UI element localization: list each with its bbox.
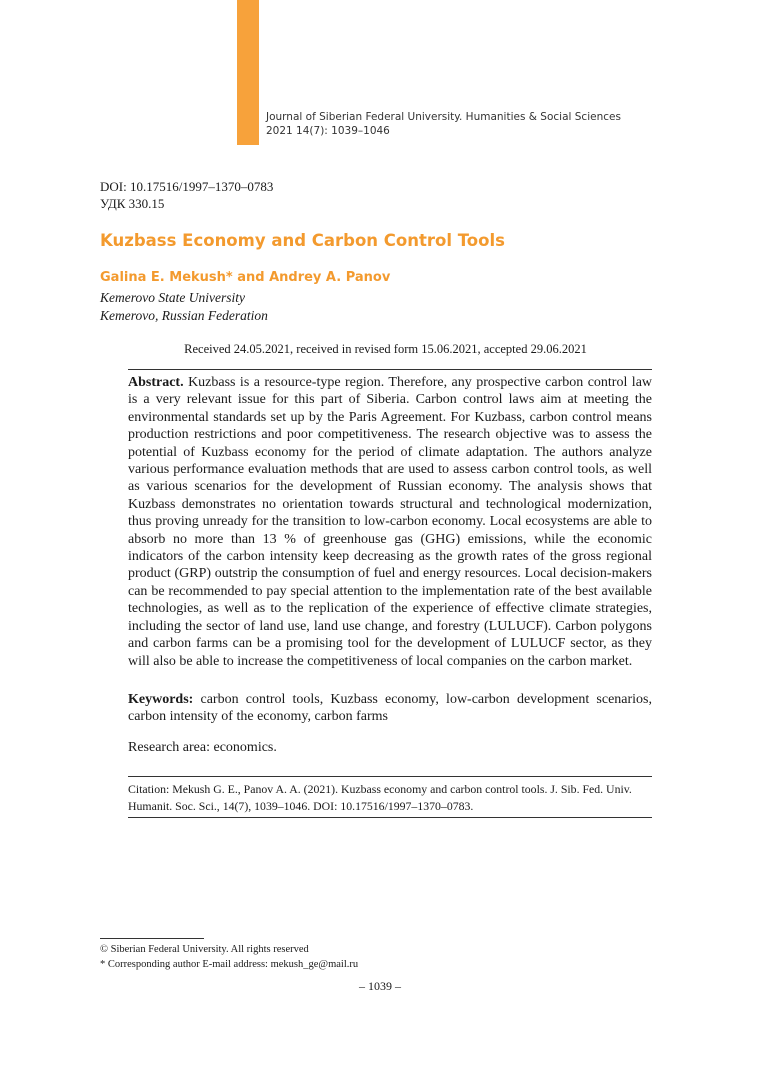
keywords-label: Keywords: — [128, 692, 194, 707]
identifiers — [100, 178, 273, 212]
doi: DOI: 10.17516/1997–1370–0783 — [100, 179, 274, 194]
udc: УДК 330.15 — [100, 196, 165, 211]
affiliation-university: Kemerovo State University — [100, 290, 245, 305]
journal-name: Journal of Siberian Federal University. Humanities & Social Sciences — [266, 111, 621, 123]
journal-header — [266, 110, 621, 138]
keywords — [128, 691, 652, 726]
corresponding-author-note: * Corresponding author E-mail address: mekush_ge@mail.ru — [100, 959, 359, 970]
abstract — [128, 374, 652, 670]
abstract-text: Kuzbass is a resource-type region. Therefore, any prospective carbon control law is a very relevant issue for this part of Siberia. Carbon control laws aim at meeting the environmental standards set up by the Paris Agreement. For Kuzbass, carbon control means production restrictions and poor competitiveness. The research objective was to assess the potential of Kuzbass economy for the period of climate adaptation. The authors analyze various performance evaluation methods that are used to assess carbon control tools, as well as various scenarios for the development of Russian economy. The analysis shows that Kuzbass demonstrates no orientation towards structural and technological modernization, thus proving unready for the transition to low-carbon economy. Local ecosystems are able to absorb no more than 13 % of greenhouse gas (GHG) emissions, while the economic indicators of the carbon intensity keep decreasing as the growth rates of the gross regional product (GRP) outstrip the consumption of fuel and energy resources. Local decision-makers can be recommended to pay special attention to the implementation rate of the best available technologies, as well as to the replication of the experience of effective climate strategies, including the sector of land use, land use change, and forestry (LULUCF). Carbon polygons and carbon farms can be a promising tool for the development of LULUCF sector, as they will also be able to increase the competitiveness of local companies on the carbon market. — [128, 375, 653, 669]
research-area: Research area: economics. — [128, 740, 277, 755]
citation-top-rule — [128, 776, 652, 777]
keywords-text: carbon control tools, Kuzbass economy, low-carbon development scenarios, carbon intensity of the economy, carbon farms — [128, 692, 653, 725]
copyright-note: © Siberian Federal University. All rights reserved — [100, 944, 309, 955]
footnote-rule — [100, 938, 204, 939]
affiliation — [100, 289, 268, 325]
authors: Galina E. Mekush* and Andrey A. Panov — [100, 270, 391, 285]
citation: Citation: Mekush G. E., Panov A. A. (2021). Kuzbass economy and carbon control tools. J. Sib. Fed. Univ. Humanit. Soc. Sci., 14(7), 1039–1046. DOI: 10.17516/1997–1370–0783. — [128, 782, 632, 813]
journal-accent-bar — [237, 0, 259, 145]
footnotes — [100, 942, 358, 972]
abstract-top-rule — [128, 369, 652, 370]
affiliation-location: Kemerovo, Russian Federation — [100, 308, 268, 323]
paper-title: Kuzbass Economy and Carbon Control Tools — [100, 231, 505, 250]
abstract-label: Abstract. — [128, 375, 184, 390]
citation-bottom-rule — [128, 817, 652, 818]
received-dates: Received 24.05.2021, received in revised form 15.06.2021, accepted 29.06.2021 — [184, 342, 587, 356]
page-number: – 1039 – — [359, 979, 401, 993]
journal-volume: 2021 14(7): 1039–1046 — [266, 125, 390, 137]
